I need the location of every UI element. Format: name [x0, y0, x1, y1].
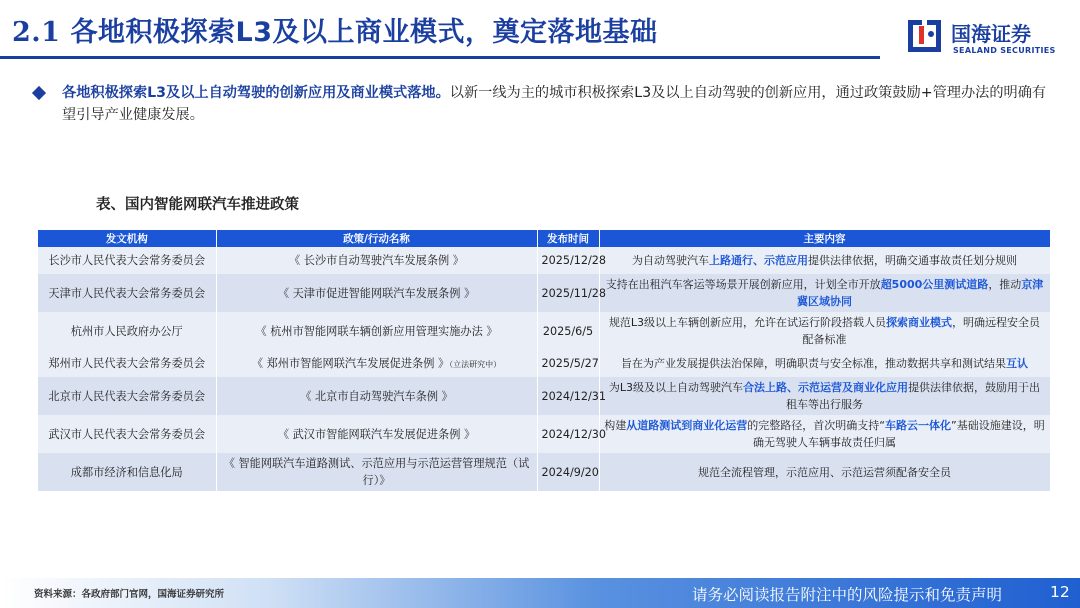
- title-text: 各地积极探索L3及以上商业模式，奠定落地基础: [70, 17, 658, 48]
- cell-content: [599, 274, 1050, 312]
- cell-policy-name: 《 长沙市自动驾驶汽车发展条例 》: [216, 247, 537, 274]
- content-highlight: 互认: [1006, 357, 1028, 370]
- header-date: 发布时间: [537, 230, 599, 247]
- header-org: 发文机构: [38, 230, 216, 247]
- cell-org: 成都市经济和信息化局: [38, 453, 216, 491]
- table-row: [38, 274, 1050, 312]
- content-highlight: 车路云一体化: [885, 419, 951, 432]
- content-text: 为自动驾驶汽车: [632, 254, 709, 267]
- cell-date: 2025/11/28: [537, 274, 599, 312]
- header-content: 主要内容: [599, 230, 1050, 247]
- cell-org: 郑州市人民代表大会常务委员会: [38, 350, 216, 377]
- cell-date: 2025/6/5: [537, 312, 599, 350]
- content-highlight: 从道路测试到商业化运营: [626, 419, 748, 432]
- cell-content: [599, 453, 1050, 491]
- cell-content: [599, 415, 1050, 453]
- cell-policy-name: 《 北京市自动驾驶汽车条例 》: [216, 377, 537, 415]
- bullet-text: [38, 82, 1053, 126]
- content-highlight: 京津冀区域协同: [797, 278, 1044, 308]
- cell-content: [599, 377, 1050, 415]
- cell-policy-name: [216, 350, 537, 377]
- content-text: 支持在出租汽车客运等场景开展创新应用，计划全市开放: [605, 278, 881, 291]
- logo-name-cn: 国海证券: [951, 22, 1031, 46]
- table-header-row: [38, 230, 1050, 247]
- cell-content: [599, 350, 1050, 377]
- cell-content: [599, 247, 1050, 274]
- cell-date: 2025/5/27: [537, 350, 599, 377]
- page-title: [12, 10, 657, 49]
- cell-date: 2024/12/30: [537, 415, 599, 453]
- cell-policy-name: 《 武汉市智能网联汽车发展促进条例 》: [216, 415, 537, 453]
- content-highlight: 上路通行、示范应用: [709, 254, 808, 267]
- policy-name-text: 《 郑州市智能网联汽车发展促进条例 》: [251, 356, 450, 370]
- table-row: [38, 312, 1050, 350]
- content-text: 提供法律依据，鼓励用于出租车等出行服务: [786, 381, 1041, 411]
- table-caption: 表、国内智能网联汽车推进政策: [96, 197, 299, 213]
- content-text: 为L3级及以上自动驾驶汽车: [608, 381, 744, 394]
- content-text: 规范全流程管理，示范应用、示范运营须配备安全员: [698, 465, 951, 479]
- content-text: 提供法律依据，明确交通事故责任划分规则: [808, 254, 1017, 267]
- content-text: 的完整路径，首次明确支持“: [747, 419, 885, 432]
- page-number: 12: [1050, 583, 1070, 601]
- bullet-body: 以新一线为主的城市积极探索L3及以上自动驾驶的创新应用，通过政策鼓励+管理办法的明确有望引导产业健康发展。: [62, 85, 1047, 123]
- content-text: ，明确远程安全员配备标准: [802, 316, 1041, 346]
- cell-date: 2024/9/20: [537, 453, 599, 491]
- section-number: 2.1: [12, 17, 61, 48]
- cell-org: 长沙市人民代表大会常务委员会: [38, 247, 216, 274]
- cell-org: 天津市人民代表大会常务委员会: [38, 274, 216, 312]
- cell-policy-name: 《 智能网联汽车道路测试、示范应用与示范运营管理规范（试行）》: [216, 453, 537, 491]
- content-text: 旨在为产业发展提供法治保障，明确职责与安全标准，推动数据共享和测试结果: [621, 357, 1006, 370]
- footer-source: 资料来源：各政府部门官网，国海证券研究所: [34, 589, 225, 600]
- footer-disclaimer: 请务必阅读报告附注中的风险提示和免责声明: [692, 586, 1003, 604]
- cell-org: 武汉市人民代表大会常务委员会: [38, 415, 216, 453]
- content-text: 构建: [604, 419, 627, 432]
- cell-org: 北京市人民代表大会常务委员会: [38, 377, 216, 415]
- table-row: [38, 415, 1050, 453]
- table-row: [38, 453, 1050, 491]
- summary-bullet: [38, 82, 1053, 126]
- cell-org: 杭州市人民政府办公厅: [38, 312, 216, 350]
- content-highlight: 超5000公里测试道路: [880, 278, 989, 291]
- title-divider: [0, 56, 880, 59]
- cell-policy-name: 《 杭州市智能网联车辆创新应用管理实施办法 》: [216, 312, 537, 350]
- content-highlight: 合法上路、示范运营及商业化应用: [743, 381, 909, 394]
- content-text: ”基础设施建设，明确无驾驶人车辆事故责任归属: [753, 419, 1045, 449]
- cell-policy-name: 《 天津市促进智能网联汽车发展条例 》: [216, 274, 537, 312]
- table-row: [38, 377, 1050, 415]
- content-highlight: 探索商业模式: [886, 316, 953, 329]
- policy-name-note: （立法研究中）: [449, 359, 502, 369]
- sealand-logo-icon: [905, 16, 945, 56]
- bullet-highlight: 各地积极探索L3及以上自动驾驶的创新应用及商业模式落地。: [62, 85, 450, 101]
- cell-date: 2024/12/31: [537, 377, 599, 415]
- company-logo: [905, 16, 1075, 60]
- policy-table: [38, 230, 1051, 491]
- cell-date: 2025/12/28: [537, 247, 599, 274]
- cell-content: [599, 312, 1050, 350]
- logo-name-en: SEALAND SECURITIES: [953, 46, 1056, 55]
- header-policy-name: 政策/行动名称: [216, 230, 537, 247]
- content-text: ，推动: [988, 278, 1022, 291]
- content-text: 规范L3级以上车辆创新应用，允许在试运行阶段搭载人员: [608, 316, 887, 329]
- table-row: [38, 247, 1050, 274]
- table-row: [38, 350, 1050, 377]
